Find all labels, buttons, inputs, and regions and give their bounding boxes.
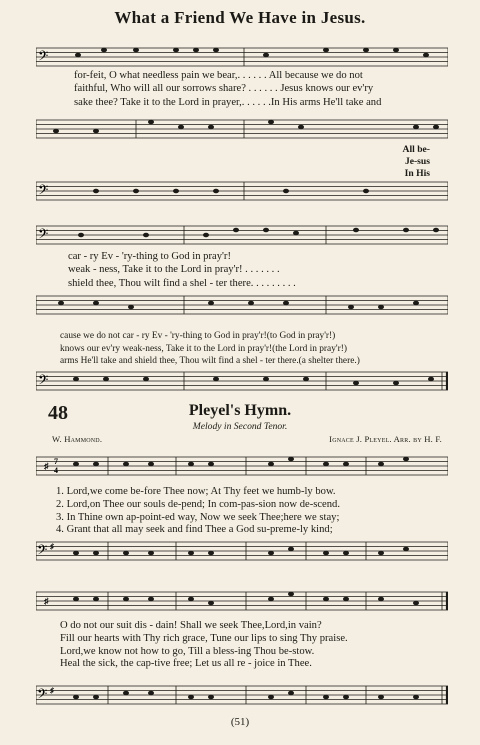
stanza-line: O do not our suit dis - dain! Shall we seek Thee,Lord,in vain?: [60, 620, 322, 631]
staff-lines: [36, 46, 448, 68]
svg-text:𝄢: 𝄢: [38, 182, 49, 201]
staff-lines: [36, 455, 448, 477]
composer-credit: Ignace J. Pleyel. Arr. by H. F.: [329, 434, 442, 444]
staff-lines: [36, 540, 448, 562]
bass-lyric-line: All be-: [402, 144, 430, 155]
stanza-line: Fill our hearts with Thy rich grace, Tune our lips to sing Thy praise.: [60, 632, 348, 644]
bass-lyric-line: In His: [404, 168, 430, 179]
music-staff-treble: [36, 590, 448, 612]
hymn-subtitle: Melody in Second Tenor.: [192, 421, 288, 432]
music-staff-treble: [36, 118, 448, 140]
staff-lines: [36, 294, 448, 316]
staff-lines: [36, 224, 448, 246]
svg-text:♯: ♯: [44, 461, 49, 471]
svg-text:♯: ♯: [44, 596, 49, 606]
page-number: (51): [230, 716, 250, 728]
verse-line: sake thee? Take it to the Lord in prayer,. . . . . .In His arms He'll take and: [74, 96, 382, 108]
staff-lines: [36, 590, 448, 612]
verse-line: weak - ness, Take it to the Lord in pray'r! . . . . . . .: [68, 264, 280, 276]
bass-lyric-line: Je-sus: [404, 156, 430, 167]
hymn-number: 48: [48, 402, 68, 424]
music-staff-bass: [36, 684, 448, 706]
stanza-line: Heal the sick, the cap-tive free; Let us all re - joice in Thee.: [60, 658, 312, 670]
stanza-line: Lord,we know not how to go, Till a bless-ing Thou be-stow.: [60, 645, 315, 657]
svg-text:𝄢: 𝄢: [37, 686, 48, 705]
verse-block-b: [68, 250, 296, 290]
verse-line: car - ry Ev - 'ry-thing to God in pray'r!: [68, 251, 231, 262]
stanza-line: 4. Grant that all may seek and find Thee a God su-preme-ly kind;: [56, 524, 333, 536]
verse-line: cause we do not car - ry Ev - 'ry-thing to God in pray'r!(to God in pray'r!): [60, 331, 336, 341]
stanza-line: 1. Lord,we come be-fore Thee now; At Thy feet we humb-ly bow.: [56, 486, 336, 497]
verse-line: knows our ev'ry weak-ness, Take it to the Lord in pray'r!(the Lord in pray'r!): [60, 343, 347, 354]
stanza-line: 3. In Thine own ap-point-ed way, Now we seek Thee;here we stay;: [56, 511, 340, 523]
staff-lines: [36, 370, 448, 392]
music-staff-treble: [36, 294, 448, 316]
music-staff-bass: [36, 180, 448, 202]
staff-lines: [36, 684, 448, 706]
staff-lines: [36, 118, 448, 140]
music-staff-bass: [36, 540, 448, 562]
svg-text:𝄢: 𝄢: [38, 48, 49, 67]
stanza-block-a: [56, 486, 340, 537]
music-staff-bass: [36, 370, 448, 392]
hymn-title-friend: What a Friend We Have in Jesus.: [114, 8, 366, 27]
bass-lyric-right: [360, 144, 430, 180]
svg-text:𝄢: 𝄢: [38, 226, 49, 245]
svg-text:𝄢: 𝄢: [37, 542, 48, 561]
verse-line: faithful, Who will all our sorrows share? . . . . . . Jesus knows our ev'ry: [74, 83, 374, 95]
svg-text:7: 7: [54, 457, 58, 466]
verse-line: arms He'll take and shield thee, Thou wilt find a shel - ter there.(a shelter there.): [60, 356, 360, 367]
music-staff-treble: [36, 455, 448, 477]
author-credit: W. Hammond.: [52, 434, 103, 444]
music-staff-bass: [36, 46, 448, 68]
verse-block-a: [74, 69, 381, 109]
staff-lines: [36, 180, 448, 202]
stanza-block-b: [60, 620, 348, 671]
verse-line: for-feit, O what needless pain we bear,. . . . . . All because we do not: [74, 70, 363, 81]
svg-text:𝄢: 𝄢: [38, 372, 49, 391]
stanza-line: 2. Lord,on Thee our souls de-pend; In com-pas-sion now de-scend.: [56, 498, 341, 510]
svg-text:4: 4: [54, 466, 58, 475]
verse-line: shield thee, Thou wilt find a shel - ter there. . . . . . . . .: [68, 277, 296, 289]
verse-block-c: [60, 330, 360, 368]
hymn-title-pleyel: Pleyel's Hymn.: [188, 402, 292, 419]
svg-text:♯: ♯: [50, 686, 54, 695]
svg-text:♯: ♯: [50, 542, 54, 551]
music-staff-bass: [36, 224, 448, 246]
